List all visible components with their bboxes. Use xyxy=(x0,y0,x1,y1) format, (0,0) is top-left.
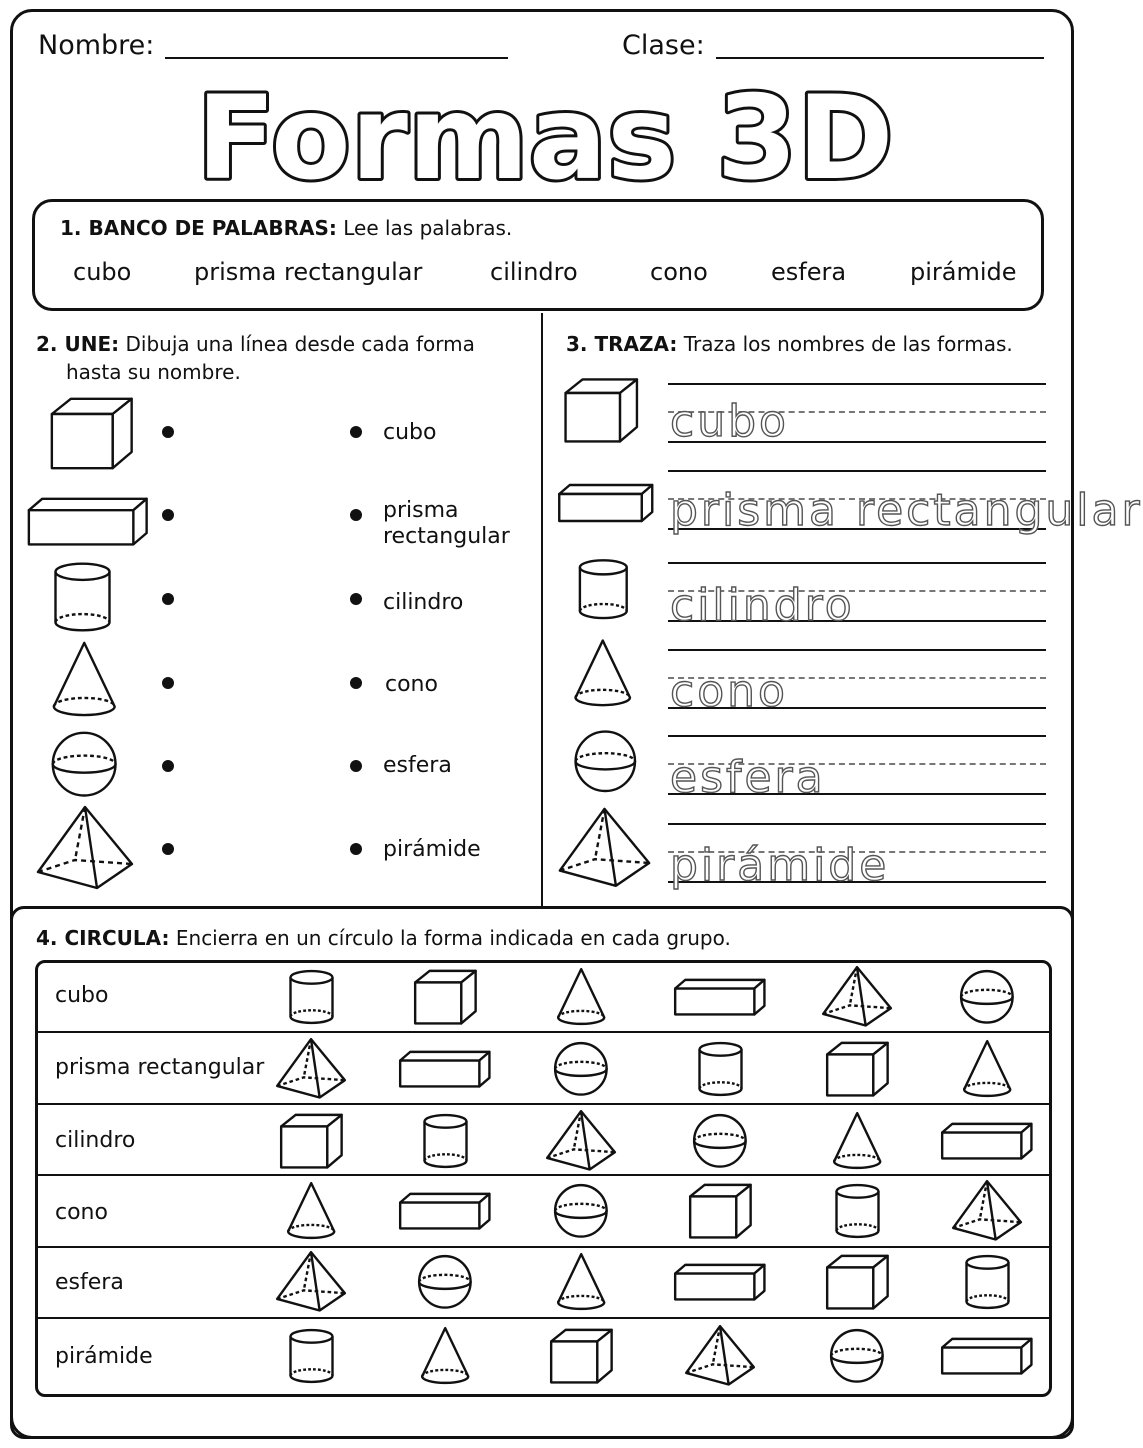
match-label-cilindro: cilindro xyxy=(383,590,464,615)
trace-guide-line xyxy=(668,649,1046,651)
choice-prism-icon[interactable] xyxy=(673,977,767,1017)
choice-prism-icon[interactable] xyxy=(940,1336,1034,1376)
prism-icon xyxy=(557,482,655,524)
trace-heading xyxy=(566,330,1013,358)
circle-heading-bold: 4. CIRCULA: xyxy=(36,926,170,950)
match-right-dot-6[interactable] xyxy=(350,843,362,855)
match-right-dot-2[interactable] xyxy=(350,509,362,521)
trace-word-cilindro[interactable]: cilindro xyxy=(670,580,855,631)
circle-table xyxy=(35,960,1052,1397)
match-heading xyxy=(36,330,475,358)
class-line[interactable] xyxy=(716,57,1044,59)
choice-cone-icon[interactable] xyxy=(556,1252,606,1311)
choice-sphere-icon[interactable] xyxy=(552,1182,610,1240)
choice-cube-icon[interactable] xyxy=(825,1253,890,1311)
trace-guide-line xyxy=(668,735,1046,737)
class-label: Clase: xyxy=(622,30,705,61)
match-left-dot-6[interactable] xyxy=(162,843,174,855)
row-label-cubo: cubo xyxy=(55,983,109,1008)
choice-cylinder-icon[interactable] xyxy=(963,1254,1012,1310)
cone-icon xyxy=(51,640,118,718)
bank-word-esfera: esfera xyxy=(771,258,847,286)
row-label-cono: cono xyxy=(55,1200,108,1225)
trace-heading-text: Traza los nombres de las formas. xyxy=(683,332,1013,356)
choice-sphere-icon[interactable] xyxy=(958,968,1016,1026)
match-label-esfera: esfera xyxy=(383,753,452,778)
prism-icon xyxy=(26,495,150,548)
choice-sphere-icon[interactable] xyxy=(416,1253,474,1311)
choice-cube-icon[interactable] xyxy=(549,1327,614,1385)
page-title xyxy=(0,60,1086,210)
section-divider xyxy=(541,313,543,907)
choice-cone-icon[interactable] xyxy=(420,1326,470,1385)
choice-cylinder-icon[interactable] xyxy=(833,1183,882,1239)
match-right-dot-1[interactable] xyxy=(350,426,362,438)
trace-guide-line xyxy=(668,823,1046,825)
title-text: Formas 3D xyxy=(196,71,894,206)
trace-word-cubo[interactable]: cubo xyxy=(670,396,789,447)
match-label-prisma: prisma xyxy=(383,498,459,523)
choice-pyramid-icon[interactable] xyxy=(821,965,893,1028)
cylinder-icon xyxy=(51,561,114,633)
bank-word-cubo: cubo xyxy=(73,258,132,286)
choice-pyramid-icon[interactable] xyxy=(275,1037,347,1100)
match-left-dot-3[interactable] xyxy=(162,593,174,605)
name-line[interactable] xyxy=(165,57,508,59)
cone-icon xyxy=(573,638,633,708)
choice-pyramid-icon[interactable] xyxy=(545,1109,617,1172)
choice-cone-icon[interactable] xyxy=(556,967,606,1026)
pyramid-icon xyxy=(557,806,652,890)
row-divider xyxy=(37,1103,1050,1105)
choice-cube-icon[interactable] xyxy=(688,1182,753,1240)
choice-cone-icon[interactable] xyxy=(962,1039,1012,1098)
choice-cube-icon[interactable] xyxy=(279,1112,344,1170)
choice-prism-icon[interactable] xyxy=(673,1262,767,1302)
choice-cylinder-icon[interactable] xyxy=(696,1041,745,1097)
match-heading-line2: hasta su nombre. xyxy=(66,360,241,384)
choice-sphere-icon[interactable] xyxy=(552,1040,610,1098)
match-heading-bold: 2. UNE: xyxy=(36,332,120,356)
circle-heading-text: Encierra en un círculo la forma indicada en cada grupo. xyxy=(175,926,731,950)
trace-word-prisma[interactable]: prisma rectangular xyxy=(670,485,1143,536)
choice-pyramid-icon[interactable] xyxy=(684,1324,756,1387)
match-left-dot-2[interactable] xyxy=(162,509,174,521)
row-label-esfera: esfera xyxy=(55,1270,124,1295)
word-bank-heading-bold: 1. BANCO DE PALABRAS: xyxy=(60,216,337,240)
row-label-prisma: prisma rectangular xyxy=(55,1055,265,1080)
choice-cone-icon[interactable] xyxy=(832,1111,882,1170)
bank-word-cilindro: cilindro xyxy=(490,258,578,286)
trace-word-cono[interactable]: cono xyxy=(670,666,788,717)
match-right-dot-3[interactable] xyxy=(350,593,362,605)
choice-sphere-icon[interactable] xyxy=(828,1327,886,1385)
word-bank-heading xyxy=(60,214,512,242)
bank-word-cono: cono xyxy=(650,258,708,286)
choice-cylinder-icon[interactable] xyxy=(421,1113,470,1169)
row-divider xyxy=(37,1031,1050,1033)
match-heading-text: Dibuja una línea desde cada forma xyxy=(125,332,475,356)
bank-word-piramide: pirámide xyxy=(910,258,1017,286)
match-label-cono: cono xyxy=(385,672,438,697)
match-label-piramide: pirámide xyxy=(383,837,481,862)
trace-word-esfera[interactable]: esfera xyxy=(670,752,826,803)
cylinder-icon xyxy=(576,558,631,620)
word-bank-heading-text: Lee las palabras. xyxy=(343,216,513,240)
choice-cone-icon[interactable] xyxy=(286,1181,336,1240)
pyramid-icon xyxy=(35,804,135,892)
choice-cube-icon[interactable] xyxy=(413,968,478,1026)
row-divider xyxy=(37,1317,1050,1319)
bank-word-prisma: prisma rectangular xyxy=(194,258,423,286)
choice-cylinder-icon[interactable] xyxy=(287,969,336,1025)
sphere-icon xyxy=(572,728,639,795)
sphere-icon xyxy=(49,729,119,799)
row-divider xyxy=(37,1174,1050,1176)
choice-sphere-icon[interactable] xyxy=(691,1112,749,1170)
name-label: Nombre: xyxy=(38,30,155,61)
trace-guide-line xyxy=(668,562,1046,564)
choice-prism-icon[interactable] xyxy=(940,1121,1034,1161)
cube-icon xyxy=(49,395,135,471)
trace-heading-bold: 3. TRAZA: xyxy=(566,332,678,356)
circle-heading xyxy=(36,924,731,952)
cube-icon xyxy=(563,376,640,444)
choice-pyramid-icon[interactable] xyxy=(275,1250,347,1313)
match-left-dot-1[interactable] xyxy=(162,426,174,438)
row-divider xyxy=(37,1246,1050,1248)
match-right-dot-4[interactable] xyxy=(350,677,362,689)
match-right-dot-5[interactable] xyxy=(350,760,362,772)
match-left-dot-5[interactable] xyxy=(162,760,174,772)
match-label-rectangular: rectangular xyxy=(383,524,510,549)
choice-cylinder-icon[interactable] xyxy=(287,1328,336,1384)
trace-word-piramide[interactable]: pirámide xyxy=(670,840,890,891)
choice-prism-icon[interactable] xyxy=(398,1049,492,1089)
choice-pyramid-icon[interactable] xyxy=(951,1179,1023,1242)
trace-guide-line xyxy=(668,470,1046,472)
trace-guide-line xyxy=(668,383,1046,385)
row-label-cilindro: cilindro xyxy=(55,1128,136,1153)
match-label-cubo: cubo xyxy=(383,420,437,445)
match-left-dot-4[interactable] xyxy=(162,677,174,689)
choice-cube-icon[interactable] xyxy=(825,1040,890,1098)
choice-prism-icon[interactable] xyxy=(398,1191,492,1231)
row-label-piramide: pirámide xyxy=(55,1344,153,1369)
